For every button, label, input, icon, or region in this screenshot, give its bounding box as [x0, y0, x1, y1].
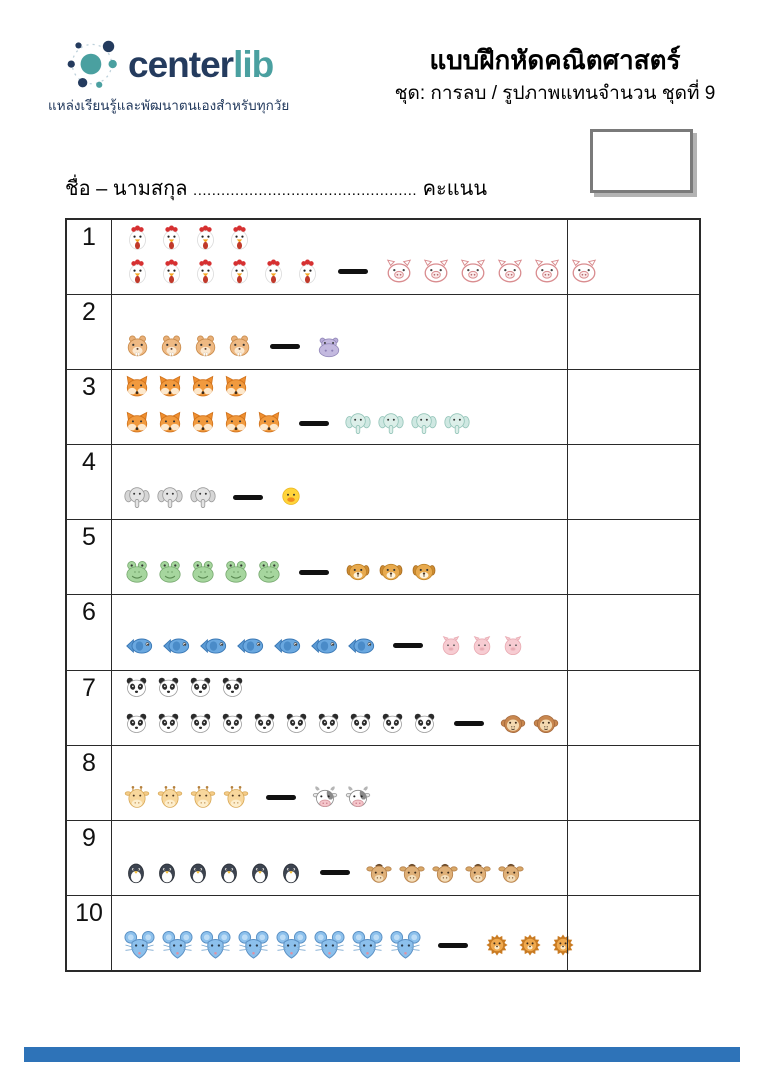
- dog-icon: [411, 559, 437, 585]
- fox-icon: [124, 374, 150, 400]
- worksheet-title: แบบฝึกหัดคณิตศาสตร์: [429, 45, 681, 75]
- chicken-icon: [192, 224, 219, 251]
- panda-icon: [156, 675, 181, 700]
- problem-number: 9: [67, 821, 112, 895]
- mouse-icon: [276, 930, 307, 961]
- giraffe-icon: [157, 785, 183, 811]
- pig-icon: [458, 256, 488, 286]
- pink-pig-icon: [501, 634, 525, 658]
- pink-pig-icon: [439, 634, 463, 658]
- minus-sign: [233, 495, 263, 500]
- penguin-icon: [186, 861, 210, 885]
- problem-row: [67, 820, 699, 895]
- problem-number: 2: [67, 295, 112, 369]
- duck-icon: [279, 485, 303, 509]
- picture-line: [124, 675, 567, 700]
- giraffe-icon: [124, 785, 150, 811]
- problem-content: [112, 445, 567, 519]
- penguin-icon: [124, 861, 148, 885]
- problem-content: [112, 220, 567, 294]
- monkey-icon: [500, 711, 526, 737]
- picture-line: [124, 374, 567, 400]
- elephant-teal-icon: [411, 410, 437, 436]
- chicken-icon: [158, 258, 185, 285]
- problem-row: [67, 369, 699, 444]
- problem-row: [67, 745, 699, 820]
- cow-icon: [345, 785, 371, 811]
- panda-icon: [316, 711, 341, 736]
- picture-line: [124, 785, 567, 811]
- pig-icon: [384, 256, 414, 286]
- answer-cell: [567, 520, 699, 594]
- frog-icon: [190, 559, 216, 585]
- elephant-gray-icon: [157, 484, 183, 510]
- pig-icon: [421, 256, 451, 286]
- fish-icon: [346, 631, 376, 661]
- deer-icon: [498, 860, 524, 886]
- minus-sign: [299, 421, 329, 426]
- mouse-icon: [314, 930, 345, 961]
- elephant-teal-icon: [444, 410, 470, 436]
- problem-number: 1: [67, 220, 112, 294]
- problem-number: 10: [67, 896, 112, 970]
- picture-line: [124, 333, 567, 360]
- mouse-icon: [162, 930, 193, 961]
- fish-icon: [161, 631, 191, 661]
- score-label: คะแนน: [422, 178, 488, 200]
- fish-icon: [272, 631, 302, 661]
- problem-row: [67, 519, 699, 594]
- dog-icon: [345, 559, 371, 585]
- minus-sign: [266, 795, 296, 800]
- deer-icon: [399, 860, 425, 886]
- fish-icon: [198, 631, 228, 661]
- elephant-teal-icon: [378, 410, 404, 436]
- cow-icon: [312, 785, 338, 811]
- problems-table: [65, 218, 701, 972]
- picture-line: [124, 711, 567, 737]
- centerlib-logo-icon: [64, 33, 122, 91]
- fish-icon: [235, 631, 265, 661]
- picture-line: [124, 256, 567, 286]
- giraffe-icon: [223, 785, 249, 811]
- problem-content: [112, 595, 567, 669]
- frog-icon: [256, 559, 282, 585]
- chicken-icon: [226, 258, 253, 285]
- panda-icon: [124, 711, 149, 736]
- mouse-icon: [238, 930, 269, 961]
- hamster-icon: [158, 333, 185, 360]
- problem-row: [67, 220, 699, 294]
- giraffe-icon: [190, 785, 216, 811]
- deer-icon: [465, 860, 491, 886]
- answer-cell: [567, 896, 699, 970]
- problem-row: [67, 895, 699, 970]
- problem-number: 6: [67, 595, 112, 669]
- chicken-icon: [226, 224, 253, 251]
- answer-cell: [567, 595, 699, 669]
- fox-icon: [124, 410, 150, 436]
- penguin-icon: [155, 861, 179, 885]
- mouse-icon: [352, 930, 383, 961]
- name-label: ชื่อ – นามสกุล: [65, 178, 188, 200]
- score-box: [590, 129, 693, 193]
- fox-icon: [256, 410, 282, 436]
- elephant-gray-icon: [190, 484, 216, 510]
- picture-line: [124, 484, 567, 510]
- penguin-icon: [217, 861, 241, 885]
- picture-line: [124, 410, 567, 436]
- chicken-icon: [192, 258, 219, 285]
- picture-line: [124, 930, 567, 961]
- fox-icon: [190, 374, 216, 400]
- chicken-icon: [124, 258, 151, 285]
- centerlib-logo-text: [128, 44, 273, 86]
- panda-icon: [156, 711, 181, 736]
- panda-icon: [220, 675, 245, 700]
- problem-number: 5: [67, 520, 112, 594]
- elephant-teal-icon: [345, 410, 371, 436]
- hippo-icon: [316, 334, 342, 360]
- pink-pig-icon: [470, 634, 494, 658]
- monkey-icon: [533, 711, 559, 737]
- fox-icon: [223, 410, 249, 436]
- chicken-icon: [124, 224, 151, 251]
- frog-icon: [223, 559, 249, 585]
- panda-icon: [124, 675, 149, 700]
- minus-sign: [270, 344, 300, 349]
- problem-content: [112, 821, 567, 895]
- problem-content: [112, 295, 567, 369]
- minus-sign: [320, 870, 350, 875]
- panda-icon: [188, 711, 213, 736]
- minus-sign: [299, 570, 329, 575]
- minus-sign: [338, 269, 368, 274]
- problem-number: 3: [67, 370, 112, 444]
- panda-icon: [348, 711, 373, 736]
- footer-bar: [24, 1047, 740, 1062]
- picture-line: [124, 860, 567, 886]
- problem-number: 4: [67, 445, 112, 519]
- picture-line: [124, 631, 567, 661]
- hamster-icon: [124, 333, 151, 360]
- mouse-icon: [124, 930, 155, 961]
- penguin-icon: [279, 861, 303, 885]
- fish-icon: [124, 631, 154, 661]
- dog-icon: [378, 559, 404, 585]
- problem-content: [112, 746, 567, 820]
- problem-row: [67, 670, 699, 745]
- worksheet-subtitle: ชุด: การลบ / รูปภาพแทนจำนวน ชุดที่ 9: [394, 82, 716, 104]
- minus-sign: [393, 643, 423, 648]
- deer-icon: [432, 860, 458, 886]
- brand-primary: center: [128, 44, 234, 85]
- pig-icon: [532, 256, 562, 286]
- penguin-icon: [248, 861, 272, 885]
- picture-line: [124, 224, 567, 251]
- fox-icon: [157, 374, 183, 400]
- answer-cell: [567, 445, 699, 519]
- panda-icon: [412, 711, 437, 736]
- answer-cell: [567, 370, 699, 444]
- panda-icon: [284, 711, 309, 736]
- chicken-icon: [294, 258, 321, 285]
- frog-icon: [124, 559, 150, 585]
- problem-content: [112, 370, 567, 444]
- lion-icon: [517, 932, 543, 958]
- title-block: [370, 44, 740, 108]
- elephant-gray-icon: [124, 484, 150, 510]
- picture-line: [124, 559, 567, 585]
- chicken-icon: [260, 258, 287, 285]
- panda-icon: [220, 711, 245, 736]
- fox-icon: [157, 410, 183, 436]
- logo-tagline: แหล่งเรียนรู้และพัฒนาตนเองสำหรับทุกวัย: [48, 98, 290, 113]
- problem-row: [67, 444, 699, 519]
- fish-icon: [309, 631, 339, 661]
- problem-row: [67, 594, 699, 669]
- problem-row: [67, 294, 699, 369]
- hamster-icon: [192, 333, 219, 360]
- answer-cell: [567, 746, 699, 820]
- chicken-icon: [158, 224, 185, 251]
- answer-cell: [567, 295, 699, 369]
- panda-icon: [252, 711, 277, 736]
- name-fill-dots: ................................................: [193, 182, 418, 199]
- frog-icon: [157, 559, 183, 585]
- answer-cell: [567, 821, 699, 895]
- hamster-icon: [226, 333, 253, 360]
- panda-icon: [380, 711, 405, 736]
- problem-number: 8: [67, 746, 112, 820]
- name-score-line: [65, 172, 585, 204]
- fox-icon: [190, 410, 216, 436]
- answer-cell: [567, 220, 699, 294]
- minus-sign: [438, 943, 468, 948]
- mouse-icon: [390, 930, 421, 961]
- mouse-icon: [200, 930, 231, 961]
- problem-number: 7: [67, 671, 112, 745]
- deer-icon: [366, 860, 392, 886]
- panda-icon: [188, 675, 213, 700]
- problem-content: [112, 671, 567, 745]
- pig-icon: [495, 256, 525, 286]
- lion-icon: [484, 932, 510, 958]
- problem-content: [112, 896, 567, 970]
- minus-sign: [454, 721, 484, 726]
- fox-icon: [223, 374, 249, 400]
- answer-cell: [567, 671, 699, 745]
- brand-secondary: lib: [233, 44, 274, 85]
- problem-content: [112, 520, 567, 594]
